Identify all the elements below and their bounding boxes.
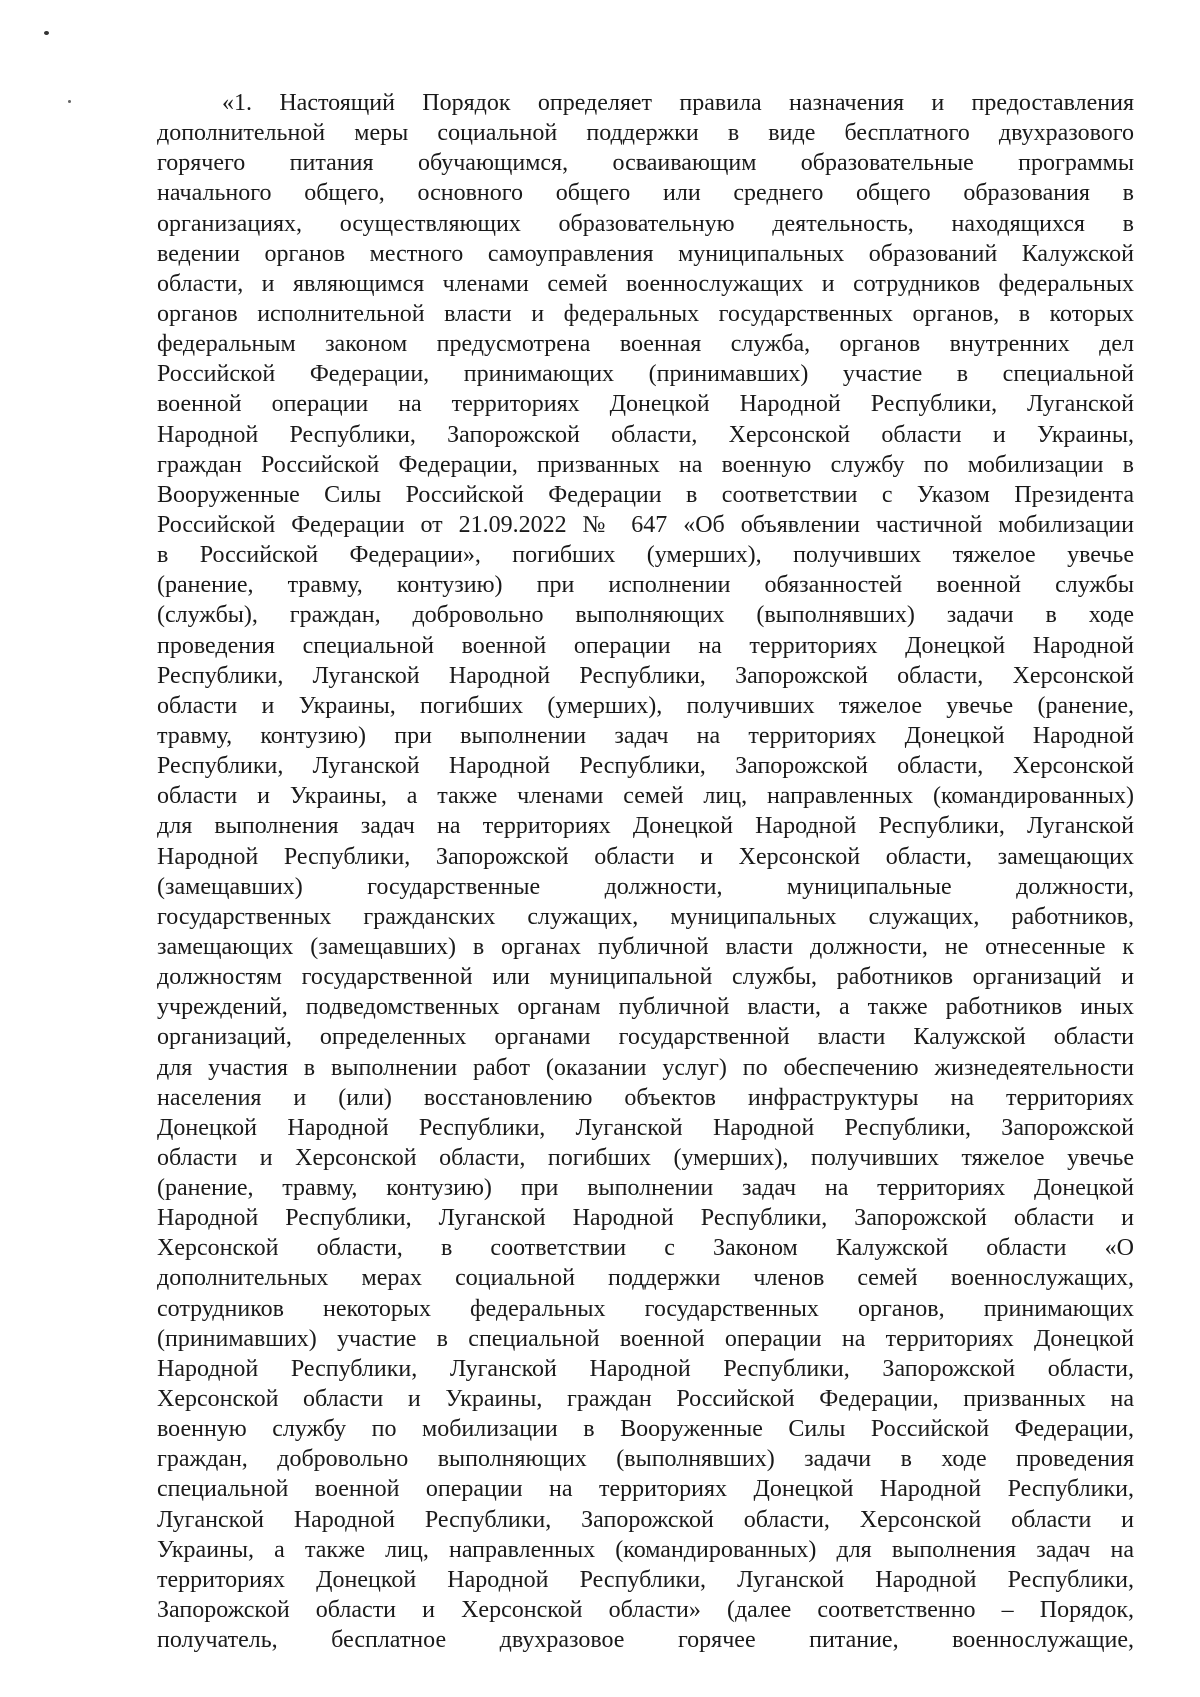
text-line: Донецкой Народной Республики, Луганской Народной Республики, Запорожской — [157, 1114, 1134, 1141]
text-line: специальной военной операции на территориях Донецкой Народной Республики, — [157, 1476, 1134, 1503]
text-line: Украины, а также лиц, направленных (командированных) для выполнения задач на — [157, 1536, 1134, 1563]
text-line: Республики, Луганской Народной Республики, Запорожской области, Херсонской — [157, 753, 1134, 780]
text-line: Народной Республики, Луганской Народной Республики, Запорожской области и — [157, 1205, 1134, 1232]
text-line: государственных гражданских служащих, муниципальных служащих, работников, — [157, 903, 1134, 930]
text-line: начального общего, основного общего или среднего общего образования в — [157, 180, 1134, 207]
scan-speck — [68, 100, 71, 103]
text-line: дополнительной меры социальной поддержки в виде бесплатного двухразового — [157, 120, 1134, 147]
text-line: граждан, добровольно выполняющих (выполнявших) задачи в ходе проведения — [157, 1446, 1134, 1473]
text-line: (ранение, травму, контузию) при выполнении задач на территориях Донецкой — [157, 1175, 1134, 1202]
text-line: в Российской Федерации», погибших (умерших), получивших тяжелое увечье — [157, 542, 1134, 569]
text-line: проведения специальной военной операции на территориях Донецкой Народной — [157, 632, 1134, 659]
text-line: «1. Настоящий Порядок определяет правила назначения и предоставления — [222, 90, 1134, 116]
text-line: Народной Республики, Луганской Народной Республики, Запорожской области, — [157, 1355, 1134, 1382]
text-line: Луганской Народной Республики, Запорожской области, Херсонской области и — [157, 1506, 1134, 1533]
text-line: ведении органов местного самоуправления муниципальных образований Калужской — [157, 240, 1134, 267]
text-line: для выполнения задач на территориях Донецкой Народной Республики, Луганской — [157, 813, 1134, 840]
text-line: дополнительных мерах социальной поддержки членов семей военнослужащих, — [157, 1265, 1134, 1292]
text-line: (службы), граждан, добровольно выполняющих (выполнявших) задачи в ходе — [157, 602, 1134, 629]
text-line: горячего питания обучающимся, осваивающим образовательные программы — [157, 150, 1134, 177]
text-line: получатель, бесплатное двухразовое горячее питание, военнослужащие, — [157, 1627, 1134, 1654]
paragraph-1 — [157, 88, 1134, 1655]
text-line: Вооруженные Силы Российской Федерации в соответствии с Указом Президента — [157, 481, 1134, 508]
text-line: территориях Донецкой Народной Республики, Луганской Народной Республики, — [157, 1566, 1134, 1593]
text-line: Российской Федерации, принимающих (принимавших) участие в специальной — [157, 361, 1134, 388]
text-line: Народной Республики, Запорожской области, Херсонской области и Украины, — [157, 421, 1134, 448]
text-line: области и Украины, а также членами семей лиц, направленных (командированных) — [157, 783, 1134, 810]
text-line: (ранение, травму, контузию) при исполнении обязанностей военной службы — [157, 572, 1134, 599]
text-line: населения и (или) восстановлению объектов инфраструктуры на территориях — [157, 1084, 1134, 1111]
text-line: организаций, определенных органами государственной власти Калужской области — [157, 1024, 1134, 1051]
text-line: области, и являющимся членами семей военнослужащих и сотрудников федеральных — [157, 270, 1134, 297]
text-line: граждан Российской Федерации, призванных на военную службу по мобилизации в — [157, 451, 1134, 478]
scan-speck — [44, 31, 49, 35]
text-line: должностям государственной или муниципальной службы, работников организаций и — [157, 964, 1134, 991]
text-line: органов исполнительной власти и федеральных государственных органов, в которых — [157, 300, 1134, 327]
text-line: (замещавших) государственные должности, муниципальные должности, — [157, 873, 1134, 900]
text-line: военную службу по мобилизации в Вооруженные Силы Российской Федерации, — [157, 1416, 1134, 1443]
text-line: области и Украины, погибших (умерших), получивших тяжелое увечье (ранение, — [157, 692, 1134, 719]
text-line: для участия в выполнении работ (оказании услуг) по обеспечению жизнедеятельности — [157, 1054, 1134, 1081]
text-line: военной операции на территориях Донецкой Народной Республики, Луганской — [157, 391, 1134, 418]
text-line: организациях, осуществляющих образовательную деятельность, находящихся в — [157, 210, 1134, 237]
text-line: Херсонской области и Украины, граждан Российской Федерации, призванных на — [157, 1386, 1134, 1413]
text-line: травму, контузию) при выполнении задач на территориях Донецкой Народной — [157, 722, 1134, 749]
text-line: области и Херсонской области, погибших (умерших), получивших тяжелое увечье — [157, 1144, 1134, 1171]
text-line: сотрудников некоторых федеральных государственных органов, принимающих — [157, 1295, 1134, 1322]
text-line: учреждений, подведомственных органам публичной власти, а также работников иных — [157, 994, 1134, 1021]
text-line: Херсонской области, в соответствии с Законом Калужской области «О — [157, 1235, 1134, 1262]
text-line: Запорожской области и Херсонской области» (далее соответственно – Порядок, — [157, 1597, 1134, 1624]
text-line: (принимавших) участие в специальной военной операции на территориях Донецкой — [157, 1325, 1134, 1352]
text-line: Народной Республики, Запорожской области и Херсонской области, замещающих — [157, 843, 1134, 870]
text-line: Российской Федерации от 21.09.2022 № 647 «Об объявлении частичной мобилизации — [157, 511, 1134, 538]
text-line: федеральным законом предусмотрена военная служба, органов внутренних дел — [157, 331, 1134, 358]
text-line: замещающих (замещавших) в органах публичной власти должности, не отнесенные к — [157, 933, 1134, 960]
text-line: Республики, Луганской Народной Республики, Запорожской области, Херсонской — [157, 662, 1134, 689]
